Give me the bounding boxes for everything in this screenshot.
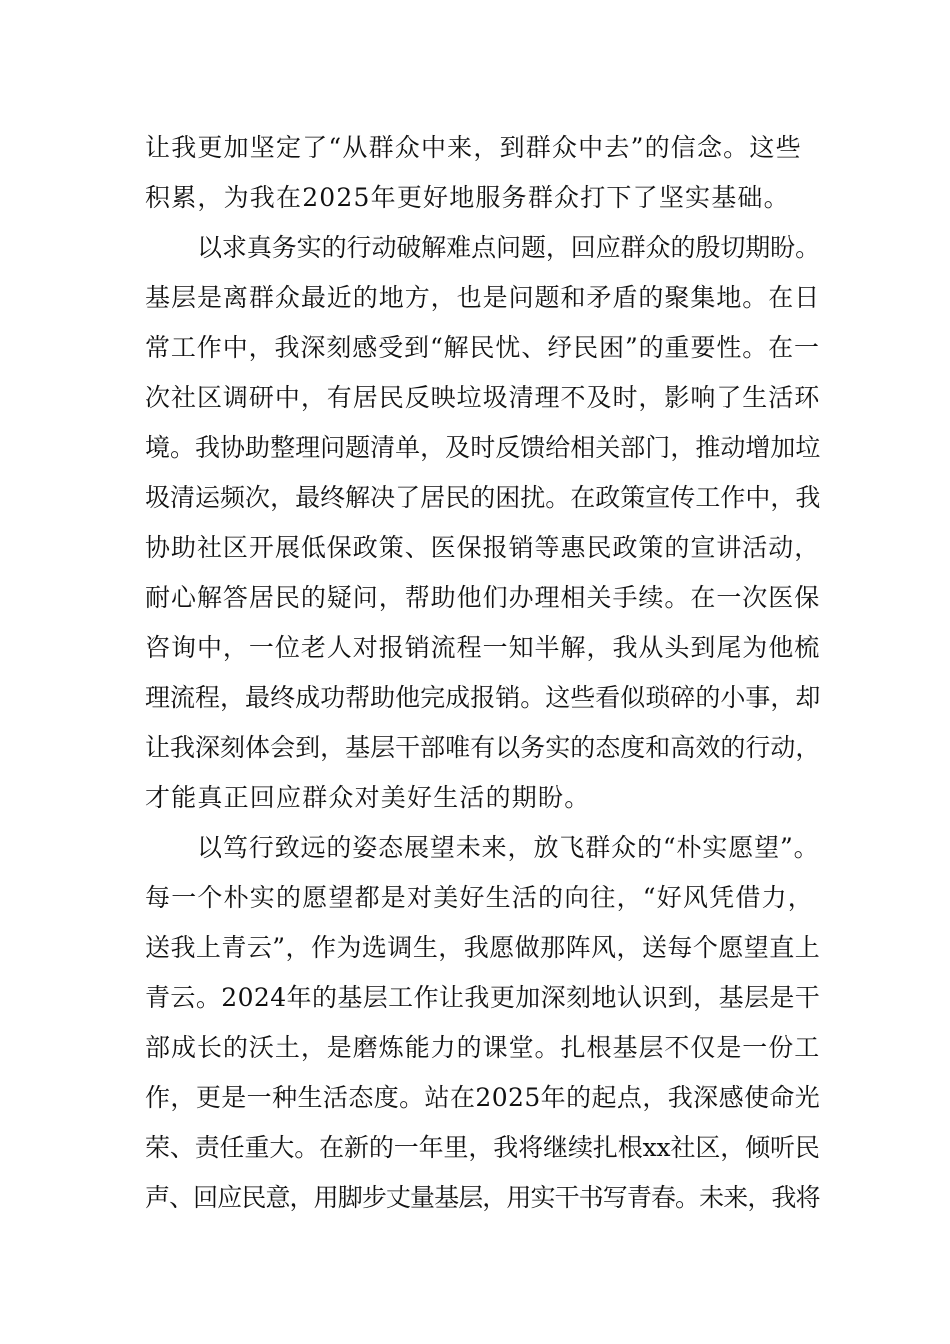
text-line: 圾清运频次，最终解决了居民的困扰。在政策宣传工作中，我: [145, 483, 821, 512]
text-line: 青云。2024年的基层工作让我更加深刻地认识到，基层是干: [145, 983, 821, 1012]
text-line: 协助社区开展低保政策、医保报销等惠民政策的宣讲活动，: [145, 533, 821, 562]
text-line: 荣、责任重大。在新的一年里，我将继续扎根xx社区，倾听民: [145, 1133, 820, 1162]
text-line: 耐心解答居民的疑问，帮助他们办理相关手续。在一次医保: [145, 583, 821, 612]
text-line: 境。我协助整理问题清单，及时反馈给相关部门，推动增加垃: [145, 433, 821, 462]
text-line: 作，更是一种生活态度。站在2025年的起点，我深感使命光: [145, 1083, 821, 1112]
text-line: 次社区调研中，有居民反映垃圾清理不及时，影响了生活环: [145, 383, 821, 412]
text-line: 送我上青云”，作为选调生，我愿做那阵风，送每个愿望直上: [145, 933, 821, 962]
text-line: 积累，为我在2025年更好地服务群众打下了坚实基础。: [145, 183, 790, 212]
text-line: 声、回应民意，用脚步丈量基层，用实干书写青春。未来，我将: [145, 1183, 820, 1212]
text-line: 基层是离群众最近的地方，也是问题和矛盾的聚集地。在日: [145, 283, 821, 312]
text-line: 才能真正回应群众对美好生活的期盼。: [145, 783, 591, 812]
paragraph-heading-line: 以笃行致远的姿态展望未来，放飞群众的“朴实愿望”。: [197, 833, 820, 862]
text-line: 让我深刻体会到，基层干部唯有以务实的态度和高效的行动，: [145, 733, 821, 762]
text-line: 理流程，最终成功帮助他完成报销。这些看似琐碎的小事，却: [145, 683, 821, 712]
text-line: 让我更加坚定了“从群众中来，到群众中去”的信念。这些: [145, 133, 802, 162]
text-line: 咨询中，一位老人对报销流程一知半解，我从头到尾为他梳: [145, 633, 821, 662]
paragraph-heading-line: 以求真务实的行动破解难点问题，回应群众的殷切期盼。: [197, 233, 821, 262]
text-line: 常工作中，我深刻感受到“解民忧、纾民困”的重要性。在一: [145, 333, 820, 362]
text-line: 部成长的沃土，是磨炼能力的课堂。扎根基层不仅是一份工: [145, 1033, 821, 1062]
text-line: 每一个朴实的愿望都是对美好生活的向往，“好风凭借力，: [145, 883, 814, 912]
